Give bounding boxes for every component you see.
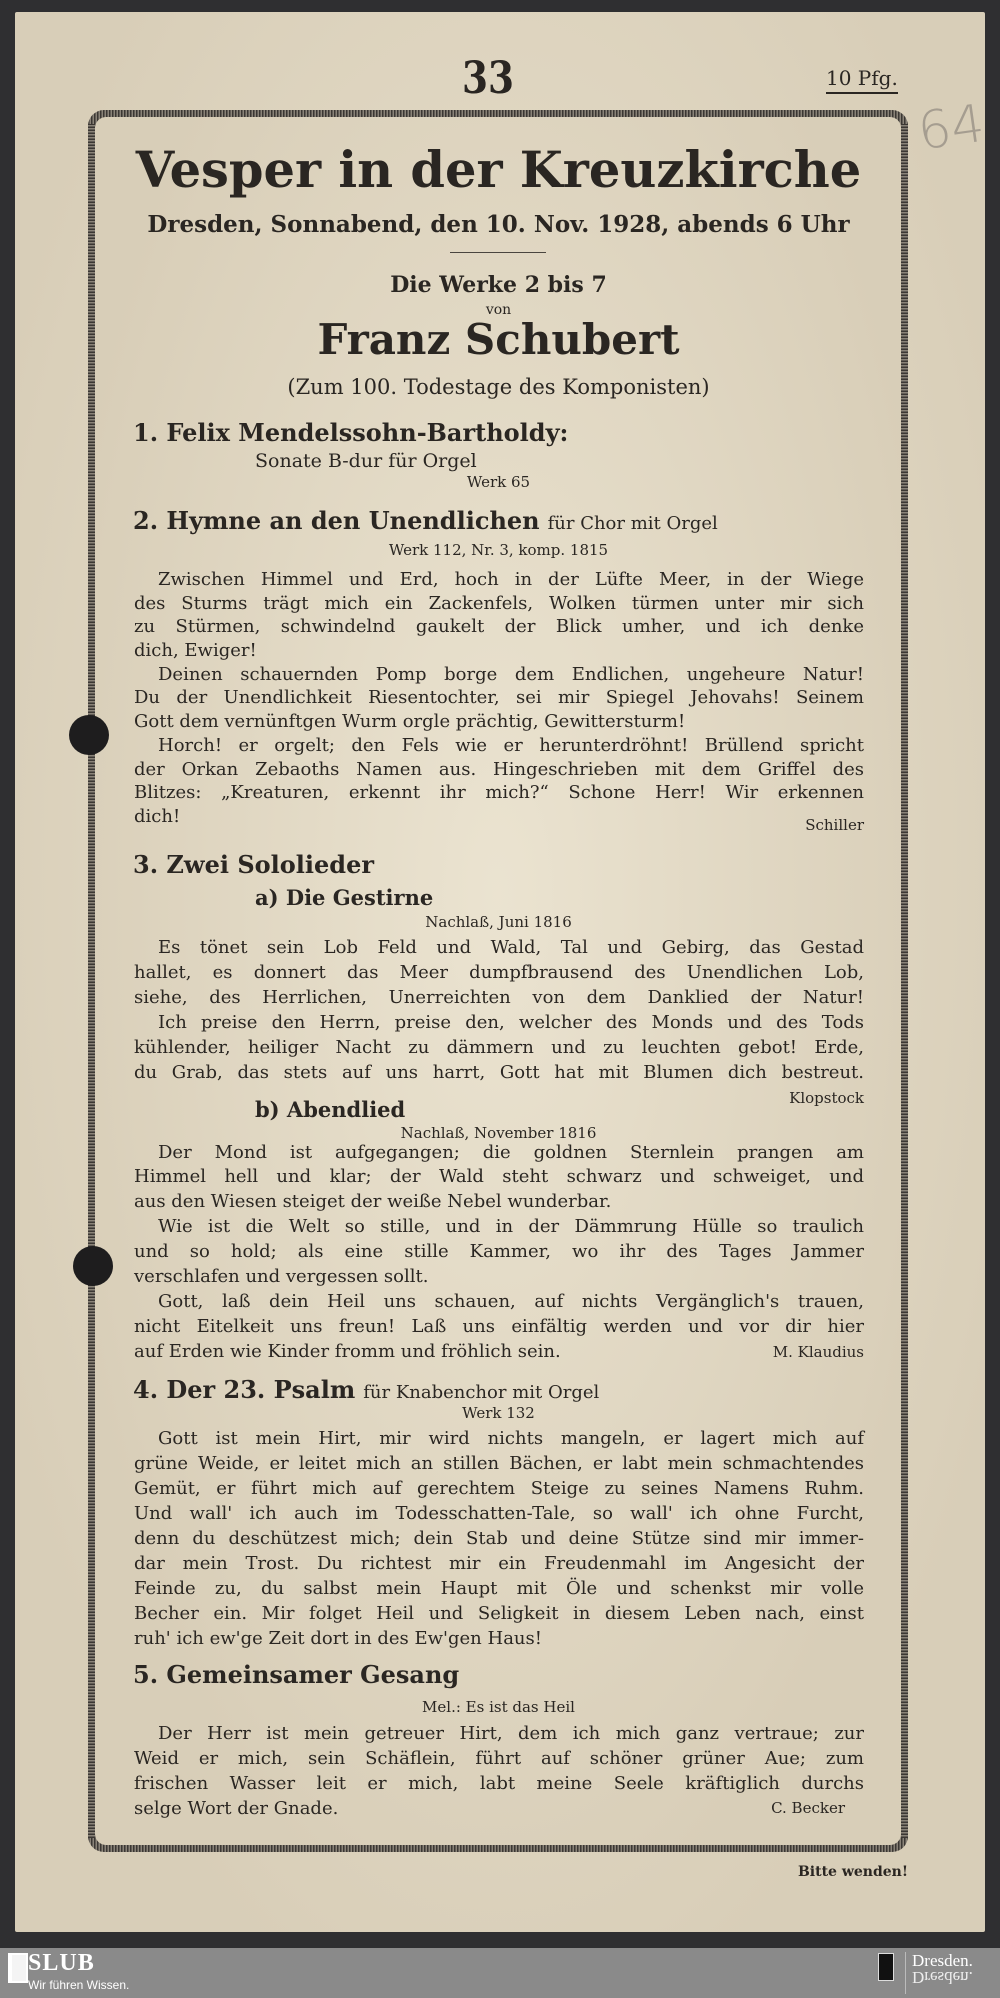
text-line: ruh' ich ew'ge Zeit dort in des Ew'gen Haus!	[134, 1627, 542, 1649]
text-line: siehe, des Herrlichen, Unerreichten von dem Danklied der Natur!	[134, 986, 864, 1008]
text-line: Gemüt, er führt mich auf gerechtem Steige zu seines Namens Ruhm.	[134, 1477, 864, 1499]
section-2-title: 2. Hymne an den Unendlichen	[133, 506, 540, 535]
section-5-opus: Mel.: Es ist das Heil	[422, 1698, 575, 1716]
section-2-heading	[133, 505, 718, 537]
section-5-text	[134, 1721, 864, 1821]
song-b-opus: Nachlaß, November 1816	[400, 1124, 597, 1142]
section-4-text	[134, 1426, 864, 1651]
text-line: der Orkan Zebaoths Namen aus. Hingeschrieben mit dem Griffel des	[134, 758, 864, 780]
section-2-text	[134, 568, 864, 829]
price-label: 10 Pfg.	[826, 66, 898, 94]
event-subtitle: Dresden, Sonnabend, den 10. Nov. 1928, abends 6 Uhr	[147, 211, 850, 238]
section-2-opus: Werk 112, Nr. 3, komp. 1815	[388, 541, 609, 559]
section-4-scoring: für Knabenchor mit Orgel	[363, 1382, 600, 1403]
song-b-text	[134, 1141, 864, 1365]
section-3-heading: 3. Zwei Sololieder	[133, 850, 374, 879]
text-line: Es tönet sein Lob Feld und Wald, Tal und Gebirg, das Gestad	[158, 936, 864, 958]
section-4-heading	[133, 1374, 599, 1406]
text-line: Weid er mich, sein Schäflein, führt auf schöner grüner Aue; zum	[134, 1747, 864, 1769]
song-a-title: a) Die Gestirne	[255, 885, 434, 910]
section-2-author: Schiller	[805, 816, 864, 834]
slub-logo[interactable]: SLUB	[28, 1950, 95, 1976]
text-line: verschlafen und vergessen sollt.	[134, 1265, 429, 1287]
text-line: kühlender, heiliger Nacht zu dämmern und zu leuchten gebot! Erde,	[134, 1036, 864, 1058]
text-line: Der Herr ist mein getreuer Hirt, dem ich mich ganz vertraue; zur	[158, 1722, 864, 1744]
song-a-opus: Nachlaß, Juni 1816	[425, 913, 572, 931]
section-2-scoring: für Chor mit Orgel	[547, 513, 718, 534]
von-label: von	[485, 302, 512, 318]
dresden-logo[interactable]: Dresden.	[912, 1951, 973, 1970]
text-line: dich, Ewiger!	[134, 640, 257, 662]
frame-left-border	[88, 124, 95, 1838]
song-a-author: Klopstock	[789, 1089, 864, 1107]
works-line: Die Werke 2 bis 7	[390, 272, 607, 298]
text-line: hallet, es donnert das Meer dumpfbrausend des Unendlichen Lob,	[134, 961, 864, 983]
text-line: Wie ist die Welt so stille, und in der Dämmrung Hülle so traulich	[158, 1216, 864, 1238]
text-line: du Grab, das stets auf uns harrt, Gott hat mit Blumen dich bestreut.	[134, 1061, 864, 1083]
text-line: auf Erden wie Kinder fromm und fröhlich sein.	[134, 1340, 561, 1362]
section-4-opus: Werk 132	[462, 1404, 535, 1422]
logo-divider	[905, 1952, 906, 1994]
slub-book-icon	[8, 1953, 28, 1983]
text-line: Deinen schauernden Pomp borge dem Endlichen, ungeheure Natur!	[158, 663, 864, 685]
text-line: Gott dem vernünftgen Wurm orgle prächtig, Gewittersturm!	[134, 711, 686, 733]
text-line: dich!	[134, 805, 181, 827]
please-turn-note: Bitte wenden!	[797, 1864, 908, 1880]
slub-tagline: Wir führen Wissen.	[28, 1978, 130, 1992]
text-line: selge Wort der Gnade.	[134, 1797, 339, 1819]
text-line: Du der Unendlichkeit Riesentochter, sei mir Spiegel Jehovahs! Seinem	[134, 687, 864, 709]
text-line: Zwischen Himmel und Erd, hoch in der Lüfte Meer, in der Wiege	[158, 569, 864, 590]
text-line: Feinde zu, du salbst mein Haupt mit Öle und schenkst mir volle	[134, 1577, 864, 1599]
text-line: denn du deschützest mich; dein Stab und deine Stütze sind mir immer-	[134, 1527, 864, 1549]
text-line: frischen Wasser leit er mich, labt meine Seele kräftiglich durchs	[134, 1772, 864, 1794]
text-line: Gott ist mein Hirt, mir wird nichts mangeln, er lagert mich auf	[158, 1427, 864, 1449]
page-title: Vesper in der Kreuzkirche	[135, 141, 862, 199]
text-line: Becher ein. Mir folget Heil und Seligkeit in diesem Leben nach, einst	[134, 1602, 864, 1624]
section-5-heading: 5. Gemeinsamer Gesang	[133, 1660, 460, 1689]
page-number: 33	[461, 53, 515, 104]
dresden-logo-reflection: Dresden.	[912, 1968, 973, 1987]
text-line: und so hold; als eine stille Kammer, wo ihr des Tages Jammer	[134, 1241, 864, 1263]
song-b-author: M. Klaudius	[772, 1343, 864, 1361]
punch-hole	[69, 715, 109, 755]
text-line: nicht Eitelkeit uns freun! Laß uns einfältig werden und vor dir hier	[134, 1315, 864, 1337]
text-line: zu Stürmen, schwindelnd gaukelt der Blick umher, und ich denke	[134, 616, 864, 638]
text-line: aus den Wiesen steiget der weiße Nebel wunderbar.	[134, 1191, 612, 1213]
text-line: Ich preise den Herrn, preise den, welcher des Monds und des Tods	[158, 1011, 864, 1033]
composer-name: Franz Schubert	[317, 315, 680, 364]
text-line: Und wall' ich auch im Todesschatten-Tale, so wall' ich ohne Furcht,	[134, 1502, 864, 1524]
text-line: Blitzes: „Kreaturen, erkennt ihr mich?“ Schone Herr! Wir erkennen	[134, 782, 864, 804]
text-line: grüne Weide, er leitet mich an stillen Bächen, er labt mein schmachtendes	[134, 1452, 864, 1474]
library-footer-bar	[0, 1948, 1000, 1998]
text-line: Gott, laß dein Heil uns schauen, auf nichts Vergänglich's trauen,	[158, 1290, 864, 1312]
section-4-title: 4. Der 23. Psalm	[133, 1375, 356, 1404]
handwritten-note: 64	[914, 93, 989, 163]
section-1-opus: Werk 65	[466, 473, 531, 491]
song-a-text	[134, 935, 864, 1085]
section-1-heading: 1. Felix Mendelssohn-Bartholdy:	[133, 418, 569, 447]
text-line: des Sturms trägt mich ein Zackenfels, Wolken türmen unter mir sich	[134, 592, 864, 614]
section-5-author: C. Becker	[771, 1799, 845, 1817]
occasion-line: (Zum 100. Todestage des Komponisten)	[287, 375, 710, 399]
frame-right-border	[901, 124, 908, 1838]
divider	[450, 252, 546, 253]
text-line: Himmel hell und klar; der Wald steht schwarz und schweiget, und	[134, 1166, 864, 1188]
text-line: Der Mond ist aufgegangen; die goldnen Sternlein prangen am	[158, 1141, 864, 1163]
text-line: dar mein Trost. Du richtest mir ein Freudenmahl im Angesicht der	[134, 1552, 864, 1574]
dresden-crest-icon	[878, 1953, 894, 1981]
punch-hole	[73, 1246, 113, 1286]
text-line: Horch! er orgelt; den Fels wie er herunterdröhnt! Brüllend spricht	[158, 734, 864, 756]
section-1-work: Sonate B-dur für Orgel	[255, 450, 477, 472]
song-b-title: b) Abendlied	[255, 1097, 406, 1122]
